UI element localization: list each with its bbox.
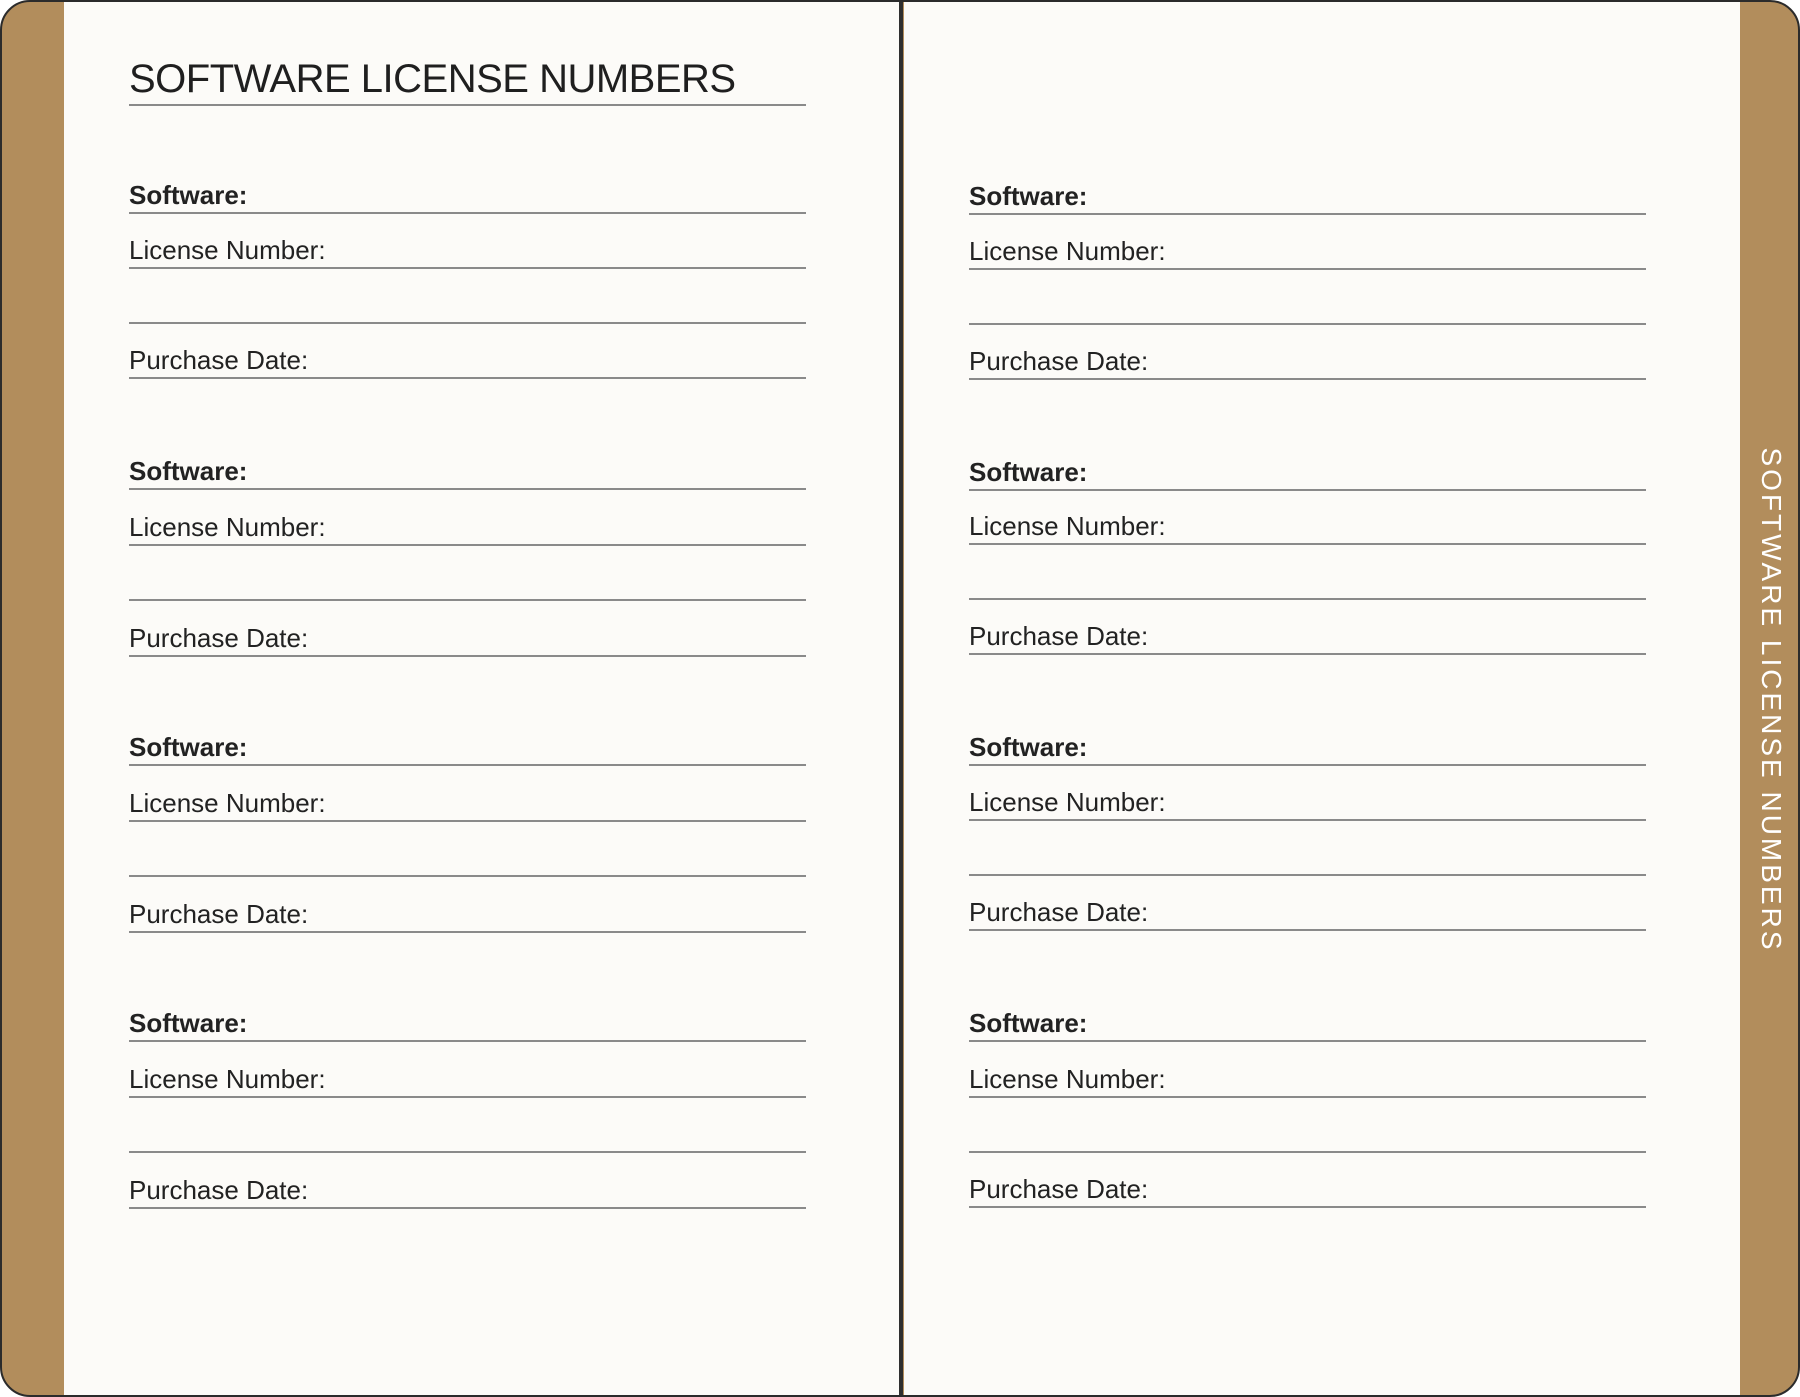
license-number-field[interactable]	[969, 766, 1646, 821]
purchase-date-label: Purchase Date:	[129, 1175, 309, 1205]
software-field[interactable]	[129, 435, 806, 490]
section-tab-label: SOFTWARE LICENSE NUMBERS	[1756, 447, 1787, 953]
purchase-date-field[interactable]	[129, 602, 806, 657]
purchase-date-field[interactable]	[969, 876, 1646, 931]
software-label: Software:	[969, 457, 1088, 487]
license-number-field[interactable]	[129, 491, 806, 546]
purchase-date-field[interactable]	[969, 600, 1646, 655]
software-field[interactable]	[969, 436, 1646, 491]
purchase-date-field[interactable]	[129, 324, 806, 379]
purchase-date-label: Purchase Date:	[969, 346, 1149, 376]
software-label: Software:	[129, 732, 248, 762]
license-number-label: License Number:	[969, 236, 1166, 266]
page-title: SOFTWARE LICENSE NUMBERS	[129, 54, 806, 106]
license-number-continuation-line[interactable]	[129, 546, 806, 601]
license-number-field[interactable]	[969, 490, 1646, 545]
software-field[interactable]	[129, 159, 806, 214]
purchase-date-field[interactable]	[129, 1154, 806, 1209]
purchase-date-field[interactable]	[969, 325, 1646, 380]
license-number-field[interactable]	[969, 1043, 1646, 1098]
license-number-label: License Number:	[969, 1064, 1166, 1094]
software-field[interactable]	[969, 711, 1646, 766]
license-number-field[interactable]	[129, 214, 806, 269]
license-number-label: License Number:	[969, 787, 1166, 817]
purchase-date-field[interactable]	[129, 878, 806, 933]
license-number-field[interactable]	[969, 215, 1646, 270]
software-field[interactable]	[129, 711, 806, 766]
purchase-date-label: Purchase Date:	[969, 897, 1149, 927]
license-number-continuation-line[interactable]	[969, 1098, 1646, 1153]
software-label: Software:	[969, 181, 1088, 211]
license-number-continuation-line[interactable]	[969, 545, 1646, 600]
license-number-field[interactable]	[129, 767, 806, 822]
license-number-label: License Number:	[129, 512, 326, 542]
purchase-date-field[interactable]	[969, 1153, 1646, 1208]
book-spine	[899, 2, 903, 1397]
license-number-continuation-line[interactable]	[969, 270, 1646, 325]
software-label: Software:	[129, 180, 248, 210]
software-label: Software:	[129, 456, 248, 486]
software-field[interactable]	[969, 987, 1646, 1042]
left-page	[64, 2, 900, 1397]
software-label: Software:	[969, 1008, 1088, 1038]
license-number-continuation-line[interactable]	[129, 1098, 806, 1153]
license-number-continuation-line[interactable]	[129, 822, 806, 877]
license-number-label: License Number:	[129, 235, 326, 265]
license-number-label: License Number:	[129, 1064, 326, 1094]
software-label: Software:	[129, 1008, 248, 1038]
license-number-continuation-line[interactable]	[969, 821, 1646, 876]
license-number-field[interactable]	[129, 1043, 806, 1098]
purchase-date-label: Purchase Date:	[969, 621, 1149, 651]
software-label: Software:	[969, 732, 1088, 762]
purchase-date-label: Purchase Date:	[969, 1174, 1149, 1204]
purchase-date-label: Purchase Date:	[129, 345, 309, 375]
license-number-label: License Number:	[129, 788, 326, 818]
license-number-continuation-line[interactable]	[129, 269, 806, 324]
right-page	[904, 2, 1740, 1397]
purchase-date-label: Purchase Date:	[129, 899, 309, 929]
license-number-label: License Number:	[969, 511, 1166, 541]
purchase-date-label: Purchase Date:	[129, 623, 309, 653]
software-field[interactable]	[969, 160, 1646, 215]
software-field[interactable]	[129, 987, 806, 1042]
